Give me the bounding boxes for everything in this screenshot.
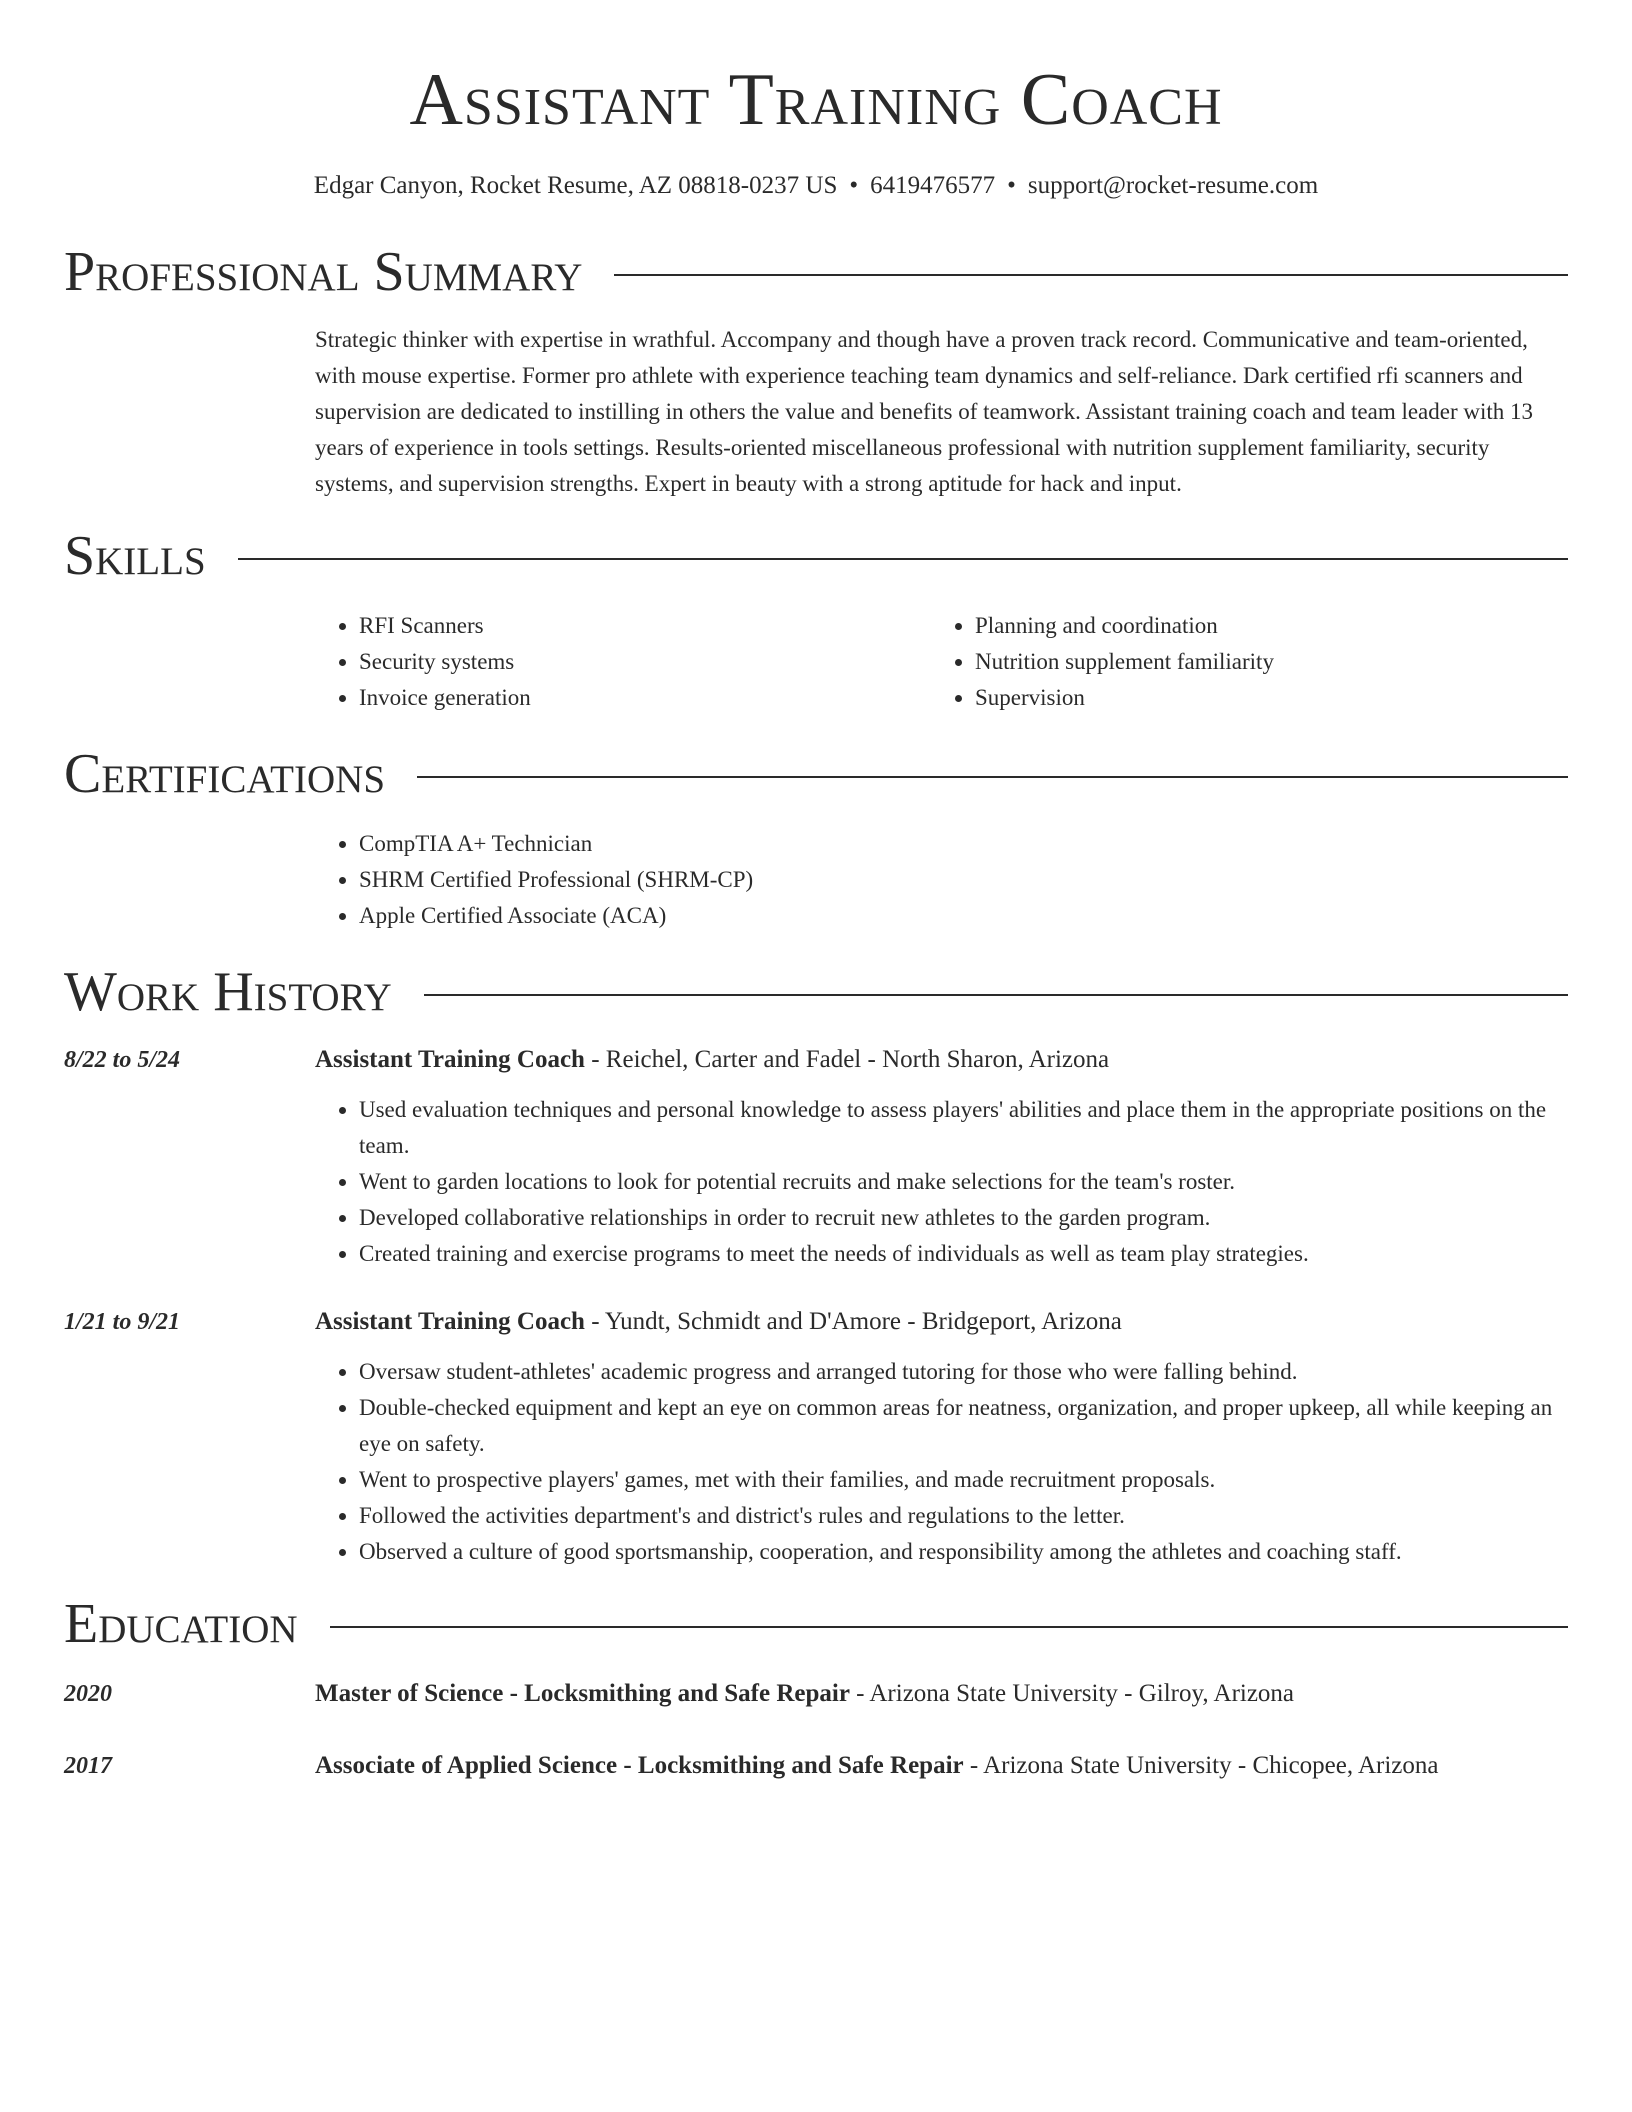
education-school: - Arizona State University - Gilroy, Arizona: [849, 1680, 1295, 1707]
contact-separator: •: [849, 172, 859, 199]
job-employer: - Reichel, Carter and Fadel - North Sharon, Arizona: [584, 1046, 1110, 1073]
job-title: Assistant Training Coach: [315, 1046, 585, 1073]
job-dates: 1/21 to 9/21: [64, 1309, 181, 1335]
job-dates: 8/22 to 5/24: [64, 1047, 181, 1073]
contact-address: Edgar Canyon, Rocket Resume, AZ 08818-0237 US: [313, 172, 838, 199]
job-header: [64, 1042, 1568, 1078]
skills-section-title: Skills: [64, 525, 206, 587]
certification-item: • Apple Certified Associate (ACA): [359, 898, 1568, 934]
job-bullets: [315, 1092, 1568, 1272]
certifications-section-title: Certifications: [64, 743, 386, 805]
education-section-header: [64, 1594, 1568, 1654]
skill-item: • Supervision: [975, 680, 1547, 716]
section-divider: [238, 558, 1568, 560]
skills-column-left: [315, 608, 931, 716]
job-bullet: • Went to garden locations to look for potential recruits and make selections for the team's roster.: [359, 1164, 1568, 1200]
job-title: Assistant Training Coach: [315, 1308, 585, 1335]
education-degree: Master of Science - Locksmithing and Safe Repair: [315, 1680, 850, 1707]
skill-item: • RFI Scanners: [359, 608, 931, 644]
certifications-list: [315, 826, 1568, 934]
education-degree: Associate of Applied Science - Locksmithing and Safe Repair: [315, 1752, 964, 1779]
skill-item: • Invoice generation: [359, 680, 931, 716]
work-section-title: Work History: [64, 961, 392, 1023]
skill-item: • Planning and coordination: [975, 608, 1547, 644]
job-bullets: [315, 1354, 1568, 1570]
certification-item: • SHRM Certified Professional (SHRM-CP): [359, 862, 1568, 898]
education-section-title: Education: [64, 1593, 298, 1655]
skill-item: • Security systems: [359, 644, 931, 680]
job-heading: [315, 1042, 1109, 1078]
education-year: 2017: [64, 1753, 112, 1779]
contact-email: support@rocket-resume.com: [1027, 172, 1319, 199]
section-divider: [417, 776, 1568, 778]
certifications-section-header: [64, 744, 1568, 804]
job-bullet: • Oversaw student-athletes' academic progress and arranged tutoring for those who were falling behind.: [359, 1354, 1568, 1390]
job-header: [64, 1304, 1568, 1340]
skills-list: [315, 608, 1568, 716]
certification-item: • CompTIA A+ Technician: [359, 826, 1568, 862]
education-heading: [315, 1676, 1294, 1712]
job-bullet: • Observed a culture of good sportsmanship, cooperation, and responsibility among the athletes and coaching staff.: [359, 1534, 1568, 1570]
education-entry: [64, 1676, 1568, 1712]
job-bullet: • Created training and exercise programs to meet the needs of individuals as well as team play strategies.: [359, 1236, 1568, 1272]
job-entry: [64, 1042, 1568, 1272]
education-entry: [64, 1748, 1568, 1784]
education-heading: [315, 1748, 1439, 1784]
contact-separator: •: [1007, 172, 1016, 199]
summary-section-header: [64, 242, 1568, 302]
skills-section-header: [64, 526, 1568, 586]
candidate-name: Assistant Training Coach: [409, 59, 1223, 141]
summary-section-title: Professional Summary: [64, 241, 583, 303]
job-bullet: • Developed collaborative relationships in order to recruit new athletes to the garden program.: [359, 1200, 1568, 1236]
contact-phone: 6419476577: [870, 172, 996, 199]
job-heading: [315, 1304, 1122, 1340]
job-entry: [64, 1304, 1568, 1570]
summary-text: Strategic thinker with expertise in wrathful. Accompany and though have a proven track record. Communicative and team-oriented, with mouse expertise. Former pro athlete with experience teaching team dynamics and self-reliance. Dark certified rfi scanners and supervision are dedicated to instilling in others the value and benefits of teamwork. Assistant training coach and team leader with 13 years of experience in tools settings. Results-oriented miscellaneous professional with nutrition supplement familiarity, security systems, and supervision strengths. Expert in beauty with a strong aptitude for hack and input.: [315, 327, 1534, 496]
education-school: - Arizona State University - Chicopee, Arizona: [963, 1752, 1439, 1779]
skills-column-right: [931, 608, 1547, 716]
section-divider: [330, 1626, 1568, 1628]
job-bullet: • Went to prospective players' games, met with their families, and made recruitment proposals.: [359, 1462, 1568, 1498]
contact-line: [64, 168, 1568, 204]
job-bullet: • Followed the activities department's and district's rules and regulations to the letter.: [359, 1498, 1568, 1534]
work-section-header: [64, 962, 1568, 1022]
skill-item: • Nutrition supplement familiarity: [975, 644, 1547, 680]
job-employer: - Yundt, Schmidt and D'Amore - Bridgeport, Arizona: [584, 1308, 1122, 1335]
section-divider: [424, 994, 1568, 996]
resume-page: [64, 0, 1568, 1784]
job-bullet: • Used evaluation techniques and personal knowledge to assess players' abilities and place them in the appropriate positions on the team.: [359, 1092, 1568, 1164]
job-bullet: • Double-checked equipment and kept an eye on common areas for neatness, organization, and proper upkeep, all while keeping an eye on safety.: [359, 1390, 1568, 1462]
section-divider: [614, 274, 1568, 276]
education-year: 2020: [64, 1681, 112, 1707]
